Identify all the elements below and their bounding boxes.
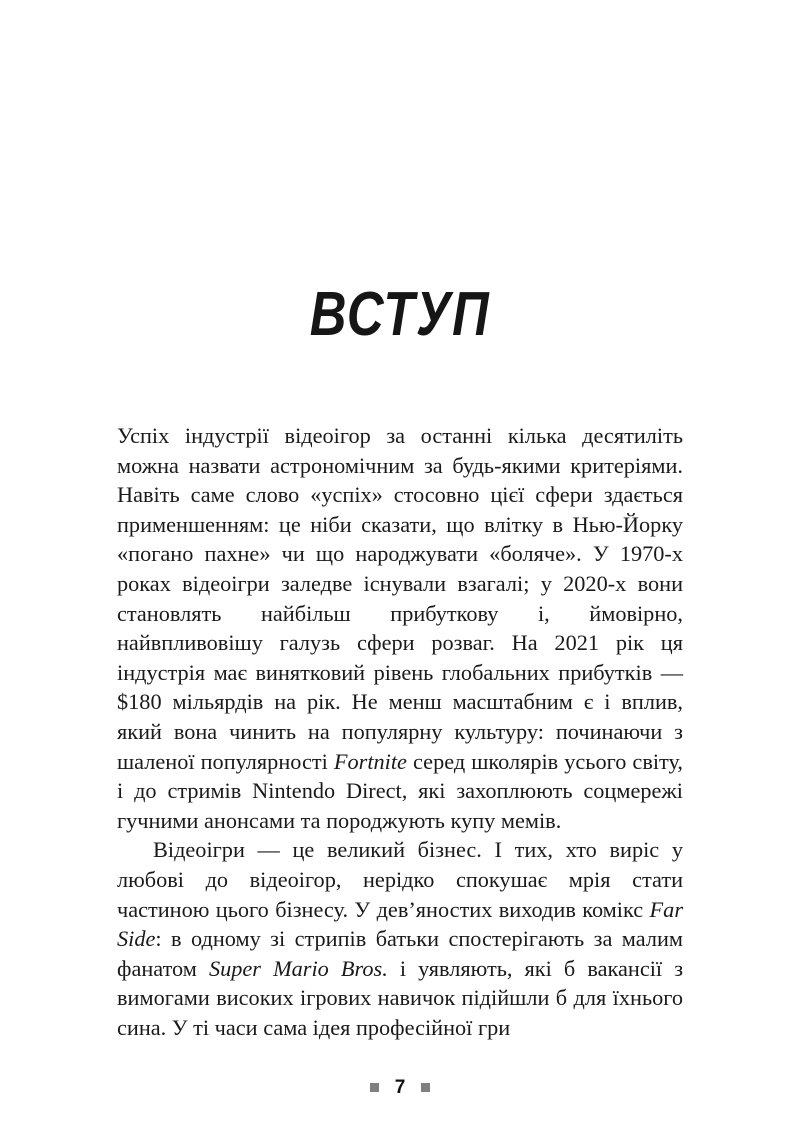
page-title: ВСТУП — [309, 279, 491, 349]
italic-title: Fortnite — [333, 748, 407, 774]
body-text-block — [117, 421, 683, 1042]
square-ornament-right-icon — [421, 1083, 430, 1092]
italic-title: Far Side — [117, 896, 683, 952]
square-ornament-left-icon — [370, 1083, 379, 1092]
chapter-title-container — [0, 242, 800, 387]
italic-title: Super Mario Bros. — [208, 955, 388, 981]
page-number: 7 — [394, 1077, 406, 1098]
paragraph-1: Успіх індустрії відеоігор за останні кілька десятиліть можна назвати астрономічним за будь-якими критеріями. Навіть саме слово «успіх» стосовно цієї сфери здається применшенням: це ніби сказати, що влітку в Нью-Йорку «погано пахне» чи що народжувати «боляче». У 1970-х роках відеоігри заледве існували взагалі; у 2020-х вони становлять найбільш прибуткову і, ймовірно, найвпливовішу галузь сфери розваг. На 2021 рік ця індустрія має винятковий рівень глобальних прибутків — $180 мільярдів на рік. Не менш масштабним є і вплив, який вона чинить на популярну культуру: починаючи з шаленої популярності Fortnite серед школярів усього світу, і до стримів Nintendo Direct, які захоплюють соцмережі гучними анонсами та породжують купу мемів. — [117, 423, 683, 833]
paragraph-2: Відеоігри — це великий бізнес. І тих, хто виріс у любові до відеоігор, нерідко спокушає мрія стати частиною цього бізнесу. У дев’яностих виходив комікс Far Side: в одному зі стрипів батьки спостерігають за малим фанатом Super Mario Bros. і уявляють, які б вакансії з вимогами високих ігрових навичок підійшли б для їхнього сина. У ті часи сама ідея професійної гри — [117, 837, 683, 1040]
page-footer — [0, 1078, 800, 1097]
